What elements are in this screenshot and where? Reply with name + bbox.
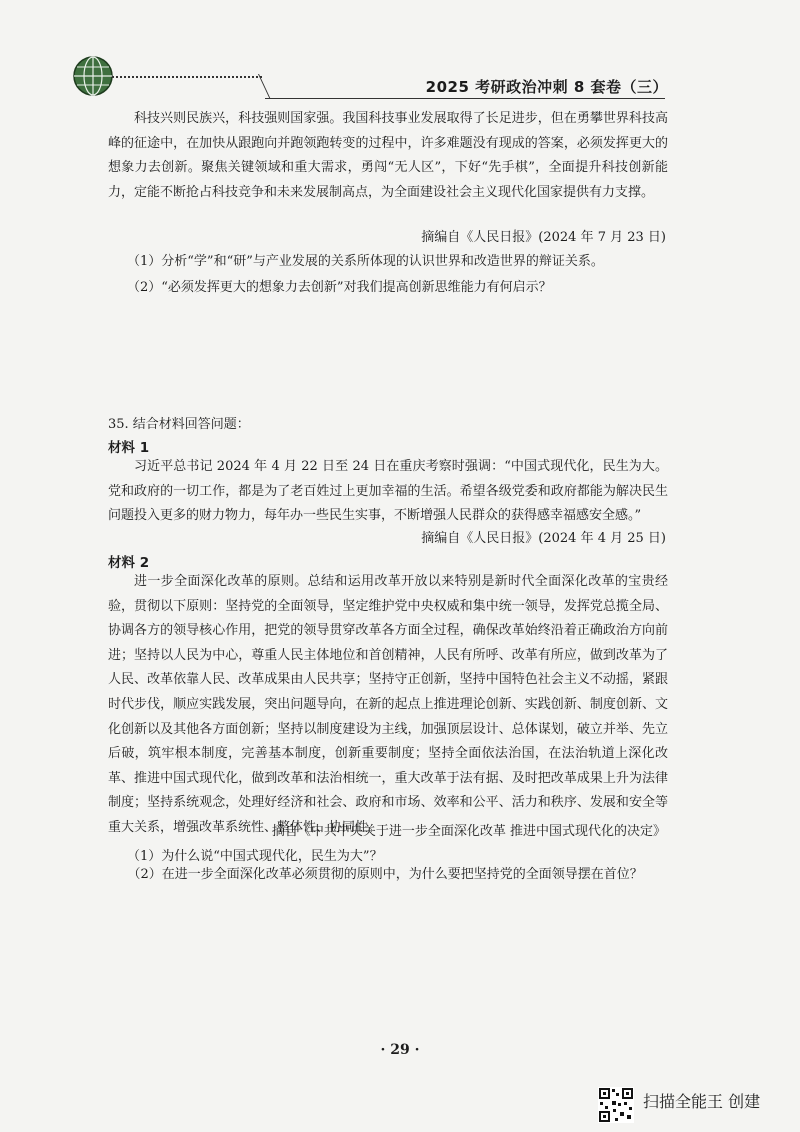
q35-material-1-text: 习近平总书记 2024 年 4 月 22 日至 24 日在重庆考察时强调：“中国式现代化，民生为大。党和政府的一切工作，都是为了老百姓过上更加幸福的生活。希望各级党委和政府都能为解决民生问题投入更多的财力物力，每年办一些民生实事，不断增强人民群众的获得感幸福感安全感。” [108,459,668,524]
q35-subquestion-2: （2）在进一步全面深化改革必须贯彻的原则中，为什么要把坚持党的全面领导摆在首位？ [127,867,643,882]
q34-subquestion-1: （1）分析“学”和“研”与产业发展的关系所体现的认识世界和改造世界的辩证关系。 [127,254,604,269]
q35-heading: 35. 结合材料回答问题： [108,417,250,432]
q35-material-2-label: 材料 2 [108,555,150,571]
globe-logo-icon [72,55,114,97]
q35-material-1-label: 材料 1 [108,440,150,456]
page-number: · 29 · [380,1042,420,1058]
q35-subquestion-1: （1）为什么说“中国式现代化，民生为大”？ [127,849,383,864]
q35-material-2-text: 进一步全面深化改革的原则。总结和运用改革开放以来特别是新时代全面深化改革的宝贵经验，贯彻以下原则：坚持党的全面领导，坚定维护党中央权威和集中统一领导，发挥党总揽全局、协调各方的领导核心作用，把党的领导贯穿改革各方面全过程，确保改革始终沿着正确政治方向前进；坚持以人民为中心，尊重人民主体地位和首创精神，人民有所呼、改革有所应，做到改革为了人民、改革依靠人民、改革成果由人民共享；坚持守正创新，坚持中国特色社会主义不动摇，紧跟时代步伐，顺应实践发展，突出问题导向，在新的起点上推进理论创新、实践创新、制度创新、文化创新以及其他各方面创新；坚持以制度建设为主线，加强顶层设计、总体谋划，破立并举、先立后破，筑牢根本制度，完善基本制度，创新重要制度；坚持全面依法治国，在法治轨道上深化改革、推进中国式现代化，做到改革和法治相统一，重大改革于法有据、及时把改革成果上升为法律制度；坚持系统观念，处理好经济和社会、政府和市场、效率和公平、活力和秩序、发展和安全等重大关系，增强改革系统性、整体性、协同性。 [108,574,668,835]
qr-code-icon [598,1087,634,1123]
q35-material-1-source: 摘编自《人民日报》(2024 年 4 月 25 日) [421,531,666,546]
scanner-brand-watermark: 扫描全能王 创建 [643,1092,761,1111]
header-dotted-line [112,76,262,78]
q35-material-2-source: 摘自《中共中央关于进一步全面深化改革 推进中国式现代化的决定》 [271,824,666,839]
q34-source: 摘编自《人民日报》(2024 年 7 月 23 日) [421,230,666,245]
q34-subquestion-2: （2）“必须发挥更大的想象力去创新”对我们提高创新思维能力有何启示？ [127,280,552,295]
header-slant-divider [258,74,284,98]
header-title: 2025 考研政治冲刺 8 套卷（三） [425,78,668,96]
header-rule [265,98,665,99]
q34-material: 科技兴则民族兴，科技强则国家强。我国科技事业发展取得了长足进步，但在勇攀世界科技高峰的征途中，在加快从跟跑向并跑领跑转变的过程中，许多难题没有现成的答案，必须发挥更大的想象力去创新。聚焦关键领域和重大需求，勇闯“无人区”，下好“先手棋”，全面提升科技创新能力，定能不断抢占科技竞争和未来发展制高点，为全面建设社会主义现代化国家提供有力支撑。 [108,111,668,200]
